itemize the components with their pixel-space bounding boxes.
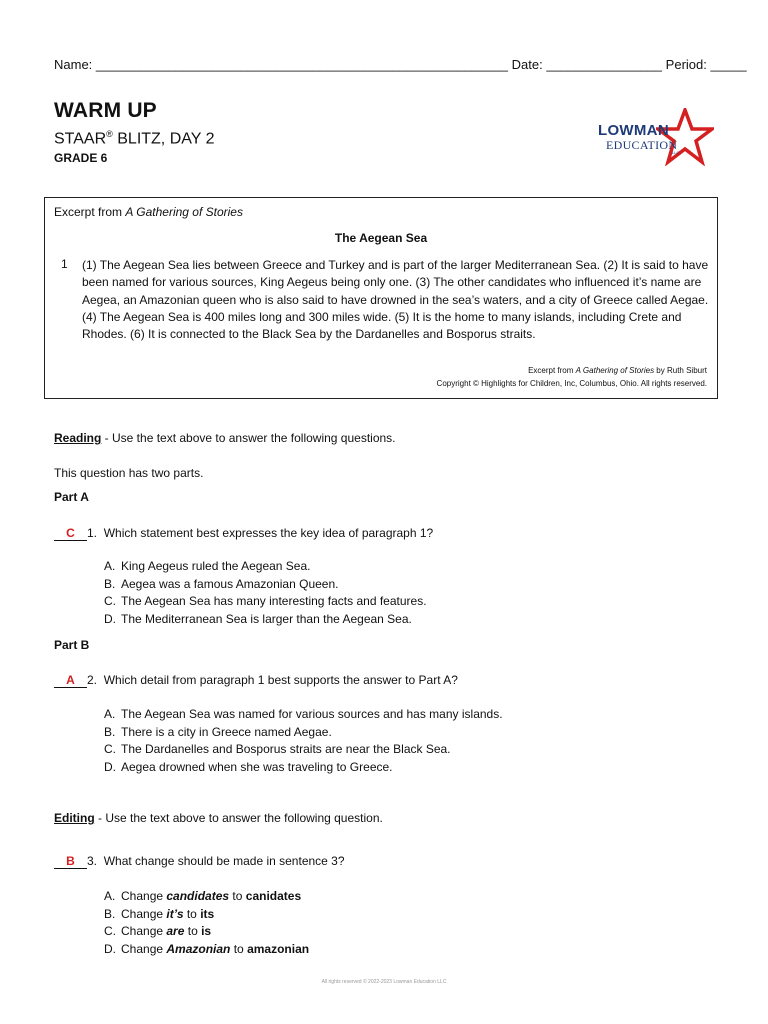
question-1-options (104, 558, 427, 629)
question-2-options (104, 706, 503, 777)
subtitle-rest: BLITZ, DAY 2 (112, 130, 215, 148)
option-from-word: candidates (166, 889, 230, 903)
option-letter: C. (104, 742, 116, 757)
lowman-education-logo (594, 108, 714, 168)
reading-label: Reading (54, 431, 102, 445)
source-title: A Gathering of Stories (125, 205, 243, 219)
question-3-number: 3. (87, 854, 98, 868)
option-letter: B. (104, 576, 116, 591)
period-label: Period: (665, 57, 707, 72)
student-info-line (54, 57, 747, 72)
option-to: to (183, 906, 201, 921)
name-label: Name: (54, 57, 93, 72)
option-letter: B. (104, 724, 116, 739)
passage-heading: The Aegean Sea (334, 231, 428, 245)
option-from-word: are (166, 924, 185, 939)
question-2-number: 2. (87, 673, 98, 687)
name-blank[interactable]: _________________________________________________________ (95, 57, 509, 72)
option-letter: A. (104, 889, 116, 903)
question-1-text: Which statement best expresses the key idea of paragraph 1? (103, 526, 434, 540)
option-letter: A. (104, 707, 116, 721)
question-2 (54, 673, 458, 688)
option-change: Change (121, 942, 167, 957)
answer-option[interactable] (104, 759, 503, 777)
option-text: The Mediterranean Sea is larger than the Aegean Sea. (121, 612, 412, 627)
answer-option[interactable] (104, 558, 427, 576)
option-to-word: its (200, 906, 215, 921)
option-change: Change (121, 906, 167, 921)
answer-blank-2[interactable]: A (54, 674, 87, 688)
option-text: Aegea drowned when she was traveling to Greece. (121, 760, 393, 775)
option-change: Change (121, 924, 167, 939)
answer-option[interactable] (104, 576, 427, 594)
option-letter: C. (104, 924, 116, 939)
answer-option[interactable] (104, 741, 503, 759)
question-1 (54, 526, 433, 541)
period-blank[interactable]: _____ (710, 57, 747, 72)
date-blank[interactable]: ________________ (546, 57, 663, 72)
logo-line2: EDUCATION (606, 138, 678, 152)
credit-title: A Gathering of Stories (575, 366, 655, 375)
paragraph-number: 1 (61, 257, 68, 271)
answer-option[interactable] (104, 941, 309, 959)
option-letter: B. (104, 906, 116, 921)
answer-option[interactable] (104, 706, 503, 724)
answer-option[interactable] (104, 593, 427, 611)
question-3-options (104, 888, 309, 959)
option-to-word: is (201, 924, 212, 939)
option-text: There is a city in Greece named Aegae. (121, 724, 332, 739)
question-3 (54, 854, 345, 869)
option-to: to (230, 942, 248, 957)
editing-label: Editing (54, 811, 95, 825)
date-label: Date: (511, 57, 543, 72)
option-to-word: amazonian (247, 942, 310, 957)
question-2-text: Which detail from paragraph 1 best supports the answer to Part A? (103, 673, 458, 687)
credit-prefix: Excerpt from (528, 366, 576, 375)
option-letter: D. (104, 612, 116, 627)
question-1-number: 1. (87, 526, 98, 540)
option-to-word: canidates (245, 889, 302, 903)
option-text: The Aegean Sea has many interesting facts and features. (121, 594, 427, 609)
passage-source (54, 205, 243, 219)
reading-instruction (54, 431, 396, 445)
answer-option[interactable] (104, 888, 309, 906)
answer-option[interactable] (104, 611, 427, 629)
answer-blank-3[interactable]: B (54, 855, 87, 869)
editing-instruction (54, 811, 383, 825)
editing-instruction-text: - Use the text above to answer the following question. (94, 811, 383, 825)
credit-author: by Ruth Siburt (654, 366, 707, 375)
option-text: King Aegeus ruled the Aegean Sea. (121, 559, 311, 573)
option-from-word: it’s (166, 906, 184, 921)
passage-box (44, 197, 718, 399)
two-parts-note: This question has two parts. (54, 466, 204, 480)
logo-line1: LOWMAN (598, 122, 669, 139)
option-text: Aegea was a famous Amazonian Queen. (121, 576, 339, 591)
passage-credit (528, 366, 707, 375)
option-letter: D. (104, 760, 116, 775)
question-3-text: What change should be made in sentence 3? (103, 854, 345, 868)
option-to: to (229, 889, 246, 903)
page-title: WARM UP (54, 99, 157, 122)
option-letter: C. (104, 594, 116, 609)
passage-copyright: Copyright © Highlights for Children, Inc, Columbus, Ohio. All rights reserved. (436, 379, 707, 388)
option-text: The Dardanelles and Bosporus straits are near the Black Sea. (121, 742, 451, 757)
grade-label: GRADE 6 (54, 151, 108, 165)
reading-instruction-text: - Use the text above to answer the following questions. (101, 431, 396, 445)
registered-mark: ® (106, 129, 113, 139)
answer-blank-1[interactable]: C (54, 527, 87, 541)
answer-option[interactable] (104, 906, 309, 924)
option-text: The Aegean Sea was named for various sources and has many islands. (121, 707, 503, 721)
option-to: to (184, 924, 202, 939)
answer-option[interactable] (104, 923, 309, 941)
option-letter: A. (104, 559, 116, 573)
logo-line3: LLC (672, 150, 680, 155)
source-prefix: Excerpt from (54, 205, 126, 219)
passage-paragraph: (1) The Aegean Sea lies between Greece and Turkey and is part of the larger Mediterranean Sea. (2) It is said to have been named for various sources, King Aegeus being only one. (3) The other candidates who influenced it’s name are Aegea, an Amazonian queen who is also said to have drowned in the sea’s waters, and a city of Greece called Aegae. (4) The Aegean Sea is 400 miles long and 300 miles wide. (5) It is the home to many islands, including Crete and Rhodes. (6) It is connected to the Black Sea by the Dardanelles and Bosporus straits. (82, 258, 709, 342)
option-change: Change (121, 889, 167, 903)
subtitle-brand: STAAR (54, 130, 107, 148)
option-letter: D. (104, 942, 116, 957)
answer-option[interactable] (104, 724, 503, 742)
option-from-word: Amazonian (166, 942, 231, 957)
part-a-label: Part A (54, 490, 89, 504)
footer-copyright: All rights reserved © 2022-2023 Lowman Education LLC (321, 979, 447, 985)
page-subtitle (54, 129, 214, 148)
part-b-label: Part B (54, 638, 90, 652)
